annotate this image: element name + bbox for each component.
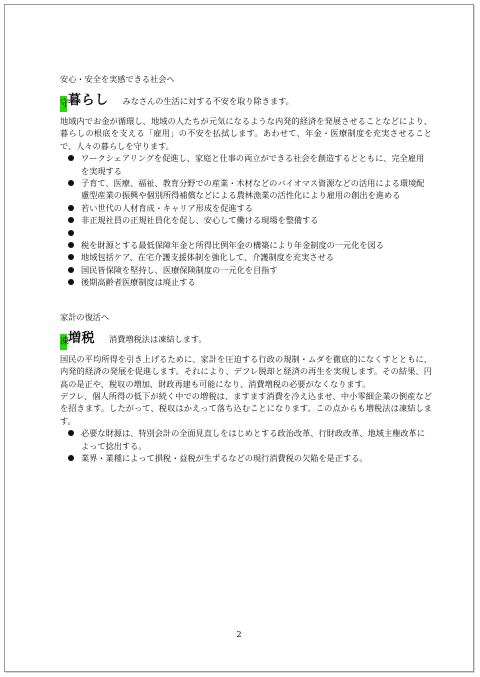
bullet-item: 業界・業種によって損税・益税が生ずるなどの現行消費税の欠陥を是正する。 [68,452,432,464]
bullet-list [60,152,432,288]
highlight-marker: 守 [60,96,67,112]
section-title: 暮らし [68,93,109,108]
bullet-item: 非正規社員の正規社員化を促し、安心して働ける現場を整備する [68,214,432,226]
body-paragraph: 国民の平均所得を引き上げるために、家計を圧迫する行政の規制・ムダを徹底的になくすとともに、内発的経済の発展を促進します。それにより、デフレ脱却と経済の再生を実現します。その結果、円高の是正や、税収の増加、財政再建も可能になり、消費増税の必要がなくなります。 [60,353,432,389]
bullet-list [60,427,432,464]
section-tax [60,311,432,465]
highlight-marker: 凍 [60,334,67,350]
section-subtitle: みなさんの生活に対する不安を取り除きます。 [122,96,294,106]
bullet-item-empty [68,227,432,239]
section-label: 安心・安全を実感できる社会へ [60,74,175,84]
page-content [60,73,432,464]
bullet-item: 地域包括ケア、在宅介護支援体制を強化して、介護制度を充実させる [68,251,432,263]
page-number: 2 [236,630,242,640]
body-paragraph: デフレ、個人所得の低下が続く中での増税は、ますます消費を冷え込ませ、中小零細企業の倒産などを招きます。したがって、税収はかえって落ち込むことになります。この点からも増税法は凍結します。 [60,390,432,426]
bullet-item: 税を財源とする最低保障年金と所得比例年金の構築により年金制度の一元化を図る [68,239,432,251]
section-spacer [60,289,432,311]
section-label: 家計の復活へ [60,311,110,322]
section-subtitle: 消費増税法は凍結します。 [109,333,207,344]
bullet-item: 必要な財源は、特別会計の全面見直しをはじめとする政治改革、行財政改革、地域主権改革によって捻出する。 [68,427,432,452]
section-title: 増税 [68,330,96,346]
bullet-item: 若い世代の人材育成・キャリア形成を促進する [68,202,432,214]
body-paragraph: 地域内でお金が循環し、地域の人たちが元気になるような内発的経済を発展させることなどにより、暮らしの根底を支える「雇用」の不安を払拭します。あわせて、年金・医療制度を充実させることで、人々の暮らしを守ります。 [60,116,432,151]
bullet-item: 国民皆保険を堅持し、医療保険制度の一元化を目指す [68,264,432,276]
section-heading [60,89,432,110]
document-page [4,4,474,672]
section-livelihood [60,73,432,289]
section-heading [60,327,432,348]
bullet-item: 子育て、医療、福祉、教育分野での産業・木材などのバイオマス資源などの活用による環境配慮型産業の振興や個別所得補償などによる農林漁業の活性化により雇用の創出を進める [68,177,432,202]
bullet-item: 後期高齢者医療制度は廃止する [68,276,432,288]
bullet-item: ワークシェアリングを促進し、家庭と仕事の両立ができる社会を創造するとともに、完全雇用を実現する [68,152,432,177]
